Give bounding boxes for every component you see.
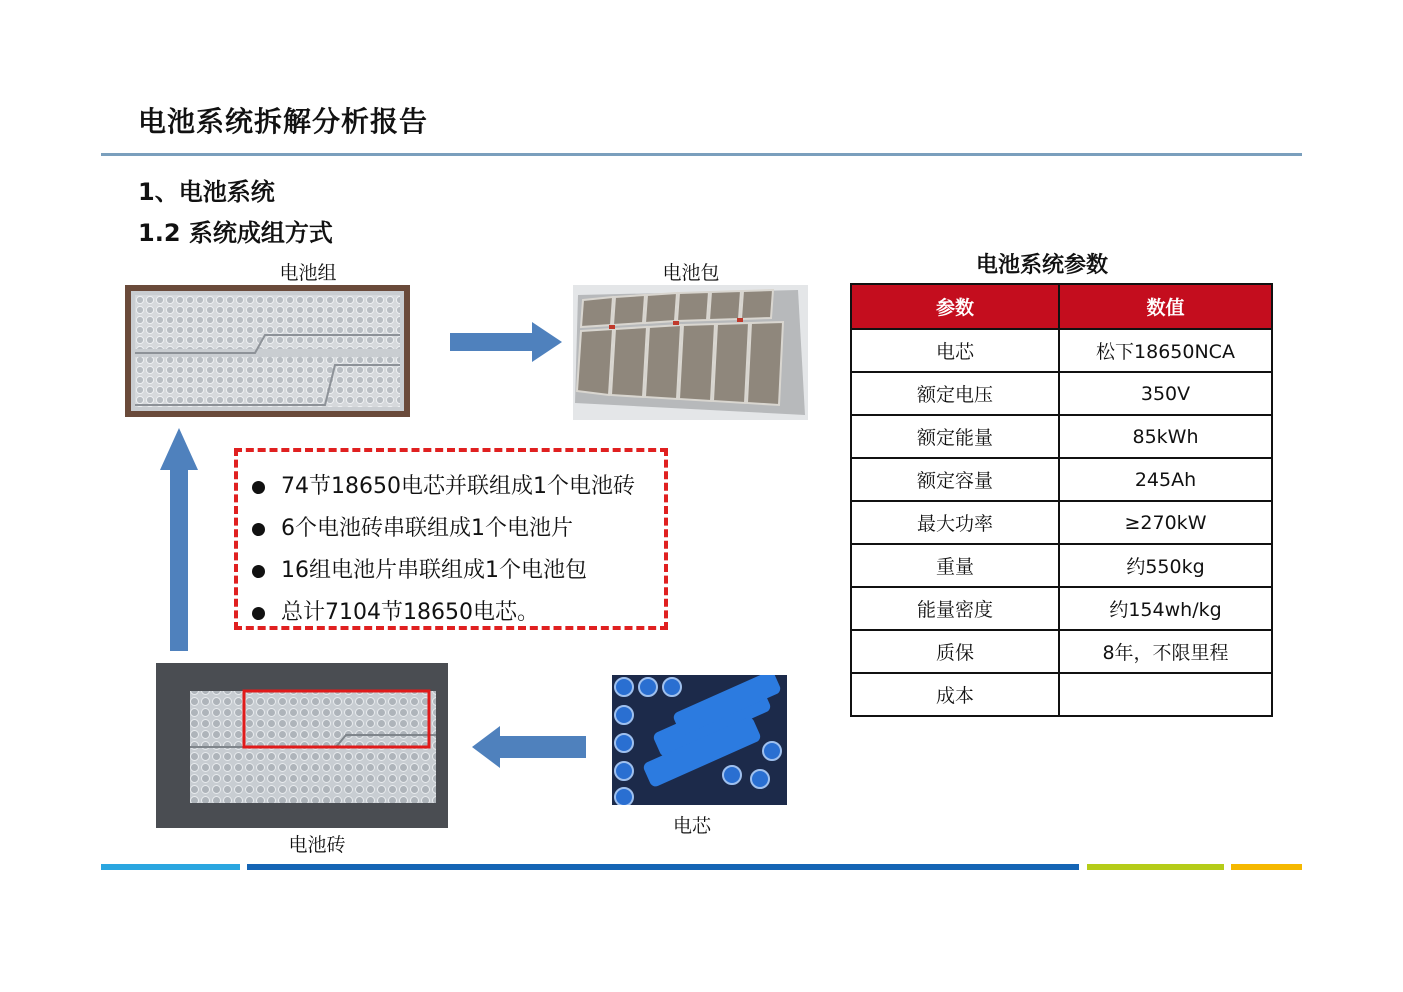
footer-bar-green bbox=[1087, 864, 1224, 870]
pack-photo bbox=[573, 285, 808, 420]
page-title: 电池系统拆解分析报告 bbox=[138, 105, 429, 138]
footer-bar-orange bbox=[1231, 864, 1302, 870]
table-row: 能量密度 约154wh/kg bbox=[851, 587, 1272, 630]
footer-bar-dark-blue bbox=[247, 864, 1079, 870]
section-subheading: 1.2 系统成组方式 bbox=[138, 219, 333, 247]
brick-caption: 电池砖 bbox=[288, 834, 346, 856]
cell-caption: 电芯 bbox=[672, 815, 711, 837]
list-item: 6个电池砖串联组成1个电池片 bbox=[252, 508, 635, 550]
list-item: 总计7104节18650电芯。 bbox=[252, 592, 635, 634]
bullet-icon bbox=[252, 523, 265, 536]
table-title: 电池系统参数 bbox=[976, 253, 1109, 278]
table-row: 质保 8年，不限里程 bbox=[851, 630, 1272, 673]
notes-list bbox=[252, 466, 635, 634]
bullet-icon bbox=[252, 607, 265, 620]
cell-photo bbox=[612, 675, 787, 805]
table-row: 额定电压 350V bbox=[851, 372, 1272, 415]
title-divider bbox=[101, 153, 1302, 156]
notes-box bbox=[234, 448, 668, 630]
pack-caption: 电池包 bbox=[662, 262, 720, 284]
table-row: 重量 约550kg bbox=[851, 544, 1272, 587]
arrow-left-icon bbox=[472, 726, 586, 768]
header-param: 参数 bbox=[851, 284, 1059, 329]
footer-bar-light-blue bbox=[101, 864, 240, 870]
list-item: 74节18650电芯并联组成1个电池砖 bbox=[252, 466, 635, 508]
list-item: 16组电池片串联组成1个电池包 bbox=[252, 550, 635, 592]
brick-photo bbox=[156, 663, 448, 828]
module-photo bbox=[125, 285, 410, 417]
table-header-row bbox=[851, 284, 1272, 329]
arrow-up-icon bbox=[160, 428, 198, 651]
table-row: 电芯 松下18650NCA bbox=[851, 329, 1272, 372]
module-caption: 电池组 bbox=[279, 262, 337, 284]
table-row: 额定能量 85kWh bbox=[851, 415, 1272, 458]
table-row: 最大功率 ≥270kW bbox=[851, 501, 1272, 544]
bullet-icon bbox=[252, 481, 265, 494]
arrow-right-icon bbox=[450, 322, 562, 362]
table-row: 成本 bbox=[851, 673, 1272, 716]
header-value: 数值 bbox=[1059, 284, 1272, 329]
section-heading: 1、电池系统 bbox=[138, 178, 275, 206]
bullet-icon bbox=[252, 565, 265, 578]
params-table bbox=[850, 283, 1273, 717]
table-row: 额定容量 245Ah bbox=[851, 458, 1272, 501]
